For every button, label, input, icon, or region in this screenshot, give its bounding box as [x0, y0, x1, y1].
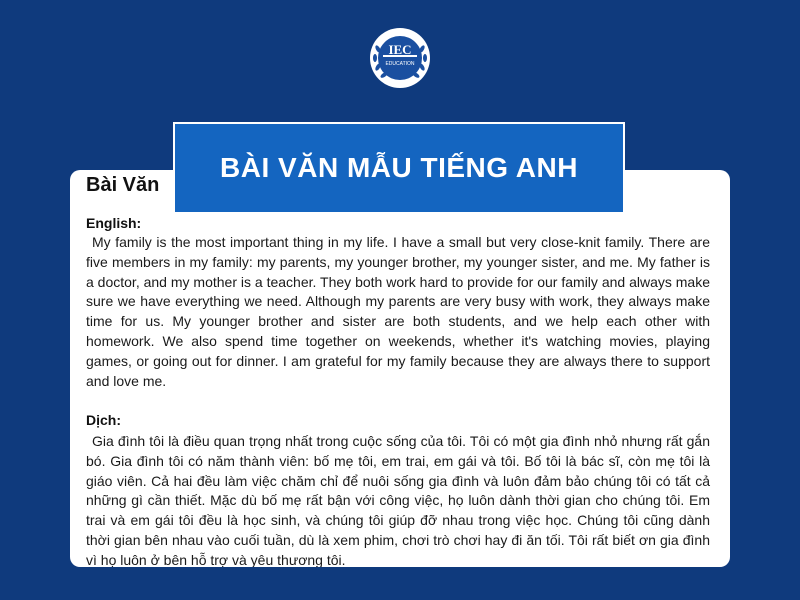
- english-paragraph: My family is the most important thing in my life. I have a small but very close-knit family. There are five members in my family: my parents, my younger brother, my younger sister, and me. My father is a doctor, and my mother is a teacher. They both work hard to provide for our family and always make sure we have everything we need. Although my parents are very busy with work, they always make time for us. My younger brother and sister are both students, and we help each other with homework. We also spend time together on weekends, whether it's watching movies, playing games, or going out for dinner. I am grateful for my family because they are always there to support and love me.: [86, 234, 710, 389]
- logo-text: IEC: [388, 42, 412, 57]
- essay-card: [70, 170, 730, 567]
- translation-paragraph: Gia đình tôi là điều quan trọng nhất trong cuộc sống của tôi. Tôi có một gia đình nhỏ nhưng rất gắn bó. Gia đình tôi có năm thành viên: bố mẹ tôi, em trai, em gái và tôi. Bố tôi là bác sĩ, còn mẹ tôi là giáo viên. Cả hai đều làm việc chăm chỉ để nuôi sống gia đình và luôn đảm bảo chúng tôi có tất cả những gì cần thiết. Mặc dù bố mẹ rất bận với công việc, họ luôn dành thời gian cho chúng tôi. Em trai và em gái tôi đều là học sinh, và chúng tôi giúp đỡ nhau trong việc học. Chúng tôi cũng dành thời gian bên nhau vào cuối tuần, dù là xem phim, chơi trò chơi hay đi ăn tối. Tôi rất biết ơn gia đình vì họ luôn ở bên hỗ trợ và yêu thương tôi.: [86, 433, 710, 567]
- translation-label: Dịch:: [86, 412, 121, 428]
- logo-subtext: EDUCATION: [385, 61, 415, 67]
- laurel-emblem-icon: [369, 27, 431, 89]
- document-title: Bài Văn: [86, 174, 160, 196]
- iec-logo: [369, 27, 431, 89]
- title-banner: [173, 122, 625, 214]
- english-label: English:: [86, 215, 142, 231]
- banner-title: BÀI VĂN MẪU TIẾNG ANH: [220, 152, 578, 183]
